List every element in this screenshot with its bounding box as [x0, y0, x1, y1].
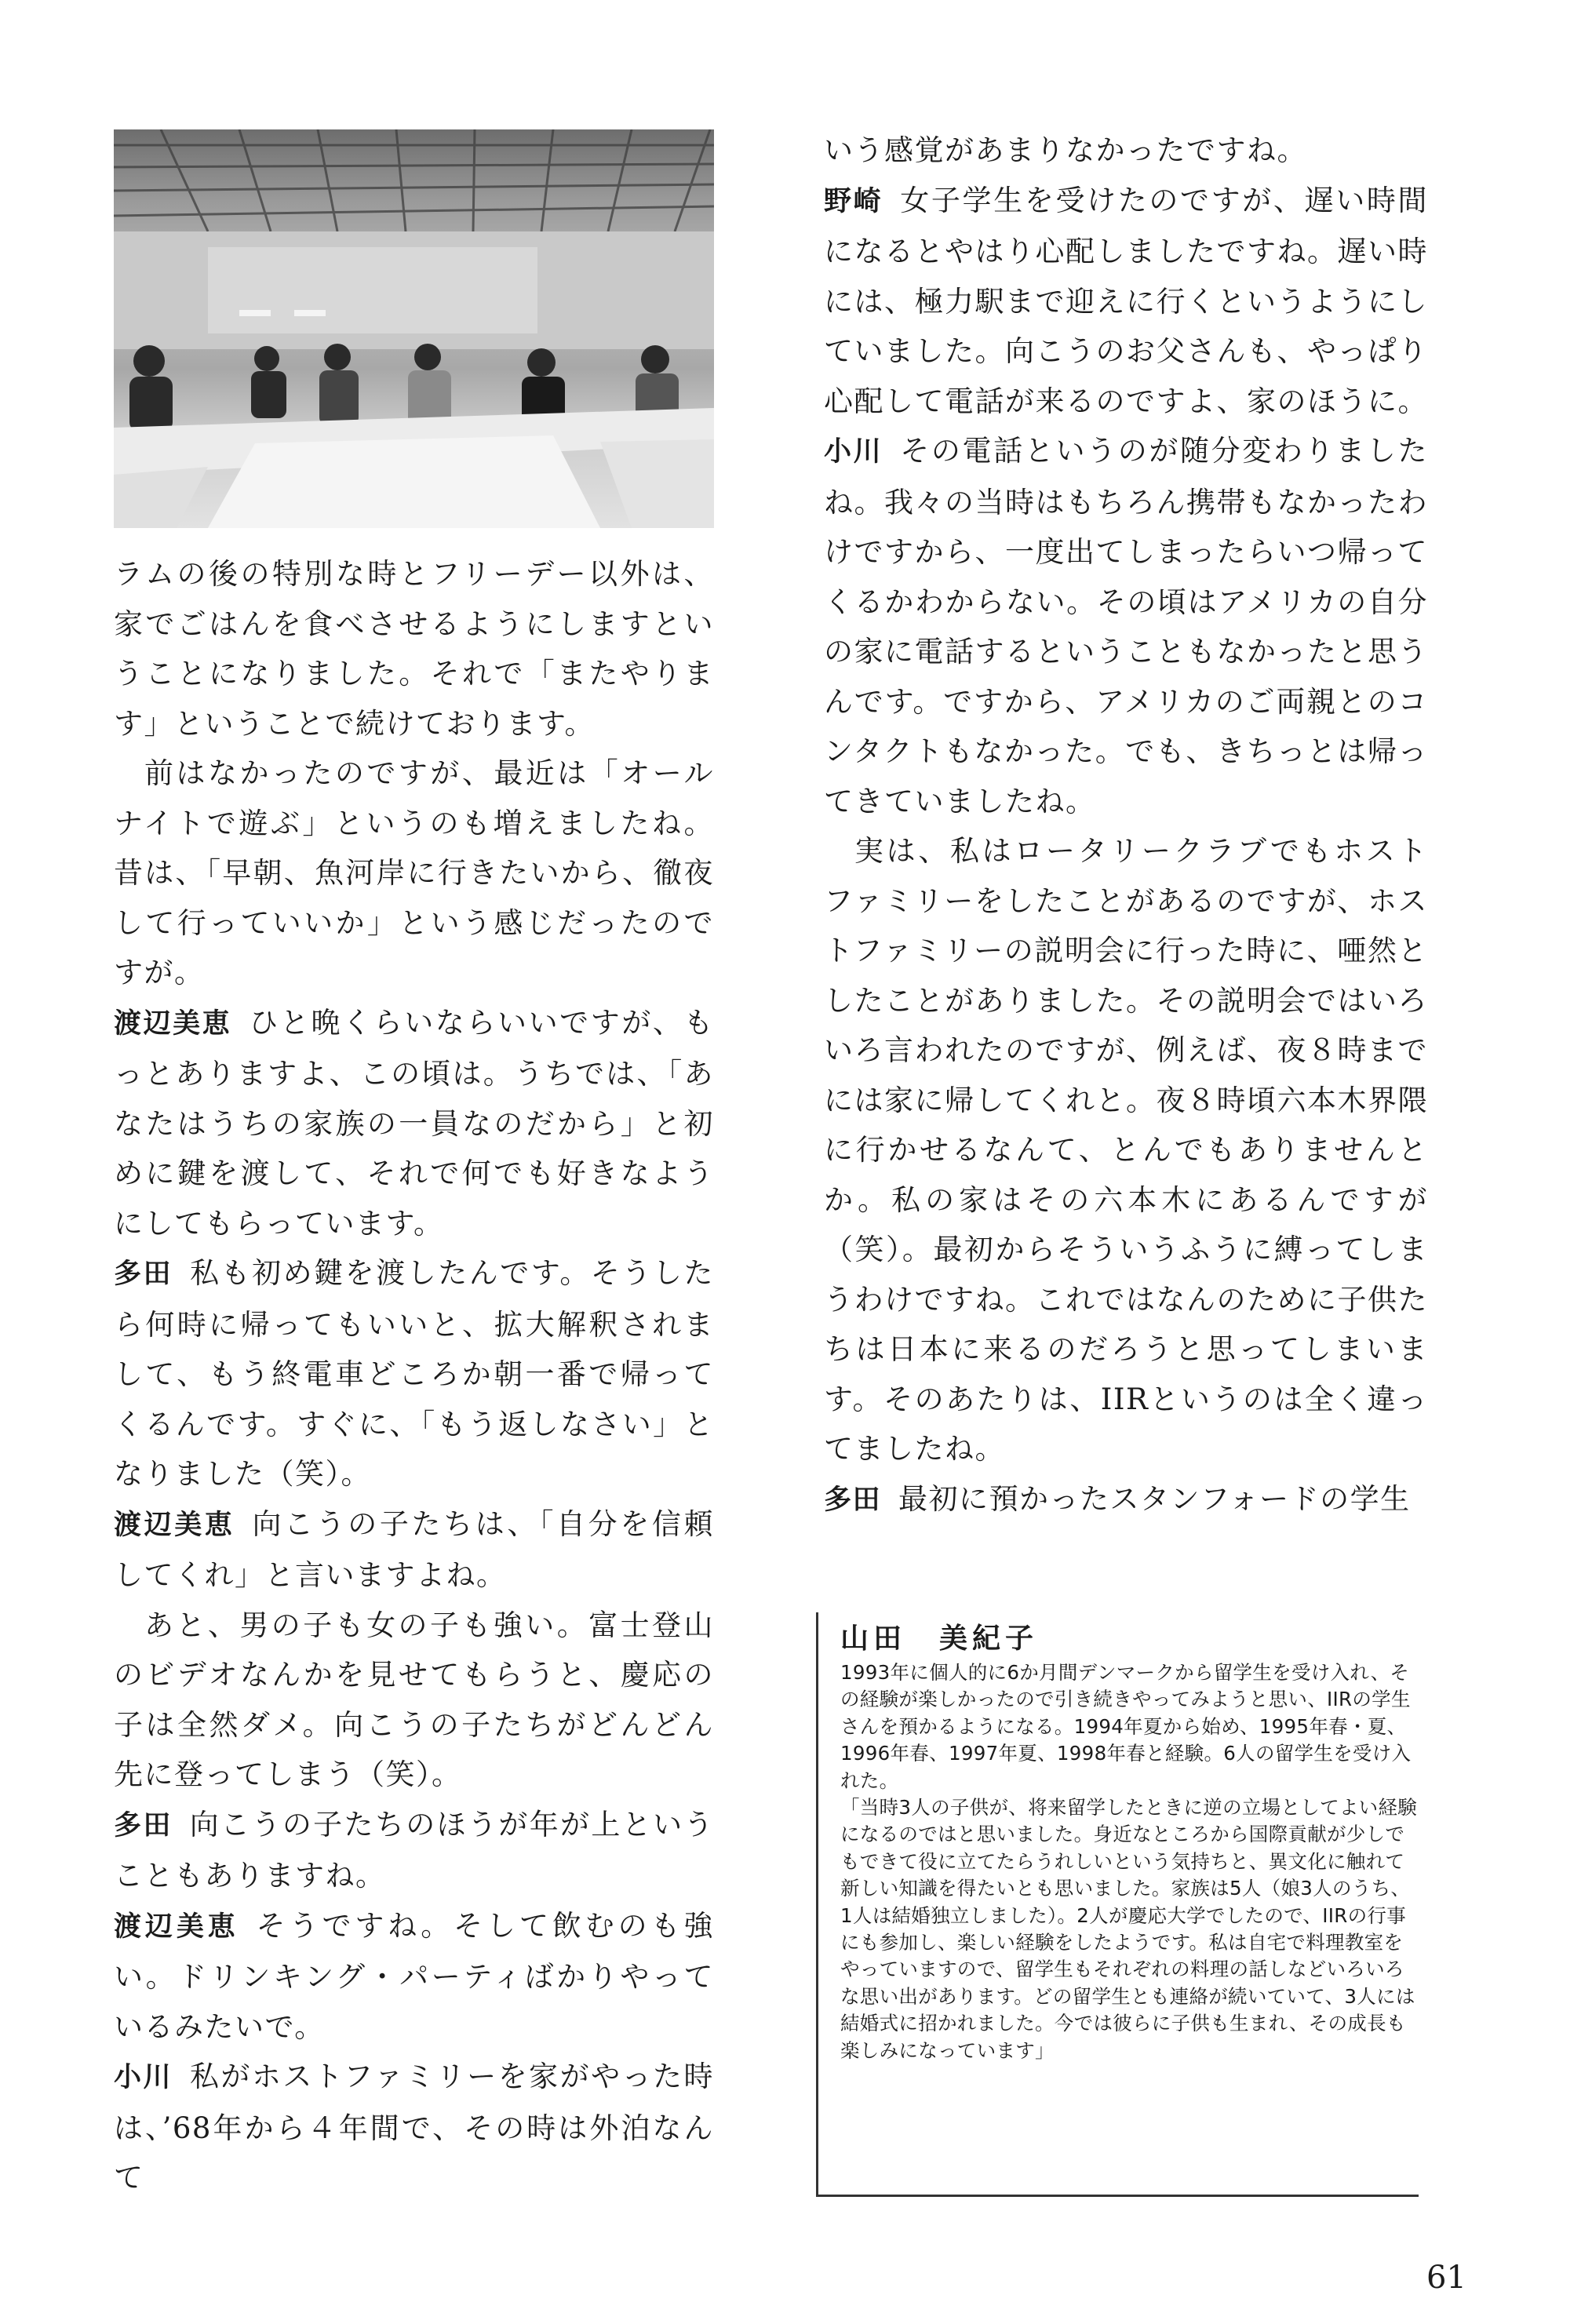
speech-text: その電話というのが随分変わりましたね。我々の当時はもちろん携帯もなかったわけですから、一度出てしまったらいつ帰ってくるかわからない。その頃はアメリカの自分の家に電話するということもなかったと思うんです。ですから、アメリカのご両親とのコンタクトもなかった。でも、きちっとは帰ってきていましたね。	[824, 434, 1428, 818]
profile-quote: 「当時3人の子供が、将来留学したときに逆の立場としてよい経験になるのではと思いました。身近なところから国際貢献が少しでもできて役に立てたらうれしいという気持ちと、異文化に触れて新しい知識を得たいとも思いました。家族は5人（娘3人のうち、1人は結婚独立しました）。2人が慶応大学でしたので、IIRの行事にも参加し、楽しい経験をしたようです。私は自宅で料理教室をやっていますので、留学生もそれぞれの料理の話しなどいろいろな思い出があります。どの留学生とも連絡が続いていて、3人には結婚式に招かれました。今では彼らに子供も生まれ、その成長も楽しみになっています」	[840, 1796, 1418, 2062]
speech-text: 最初に預かったスタンフォードの学生	[898, 1481, 1411, 1516]
paragraph: いう感覚があまりなかったですね。	[824, 133, 1307, 167]
speech-paragraph	[114, 1901, 714, 2053]
speaker-name: 小川	[114, 2062, 173, 2093]
speech-paragraph	[824, 426, 1428, 826]
right-text-column	[824, 126, 1428, 1525]
profile-box	[816, 1612, 1419, 2197]
paragraph: 前はなかったのですが、最近は「オールナイトで遊ぶ」というのも増えましたね。昔は、「早朝、魚河岸に行きたいから、徹夜して行っていいか」という感じだったのですが。	[114, 756, 714, 989]
speech-paragraph	[114, 1248, 714, 1499]
speech-text: 私も初め鍵を渡したんです。そうしたら何時に帰ってもいいと、拡大解釈されまして、もう終電車どころか朝一番で帰ってくるんです。すぐに、「もう返しなさい」となりました（笑）。	[114, 1256, 714, 1491]
speaker-name: 渡辺美恵	[114, 1509, 235, 1541]
speech-text: 向こうの子たちのほうが年が上ということもありますね。	[114, 1807, 714, 1892]
speech-paragraph	[114, 998, 714, 1249]
speaker-name: 渡辺美恵	[114, 1911, 239, 1943]
speech-paragraph	[824, 176, 1428, 427]
speech-paragraph	[114, 1800, 714, 1901]
speech-text: そうですね。そして飲むのも強い。ドリンキング・パーティばかりやっているみたいで。	[114, 1908, 714, 2044]
speech-text: ひと晩くらいならいいですが、もっとありますよ、この頃は。うちでは、「あなたはうちの家族の一員なのだから」と初めに鍵を渡して、それで何でも好きなようにしてもらっています。	[114, 1005, 714, 1240]
paragraph: あと、男の子も女の子も強い。富士登山のビデオなんかを見せてもらうと、慶応の子は全然ダメ。向こうの子たちがどんどん先に登ってしまう（笑）。	[114, 1608, 714, 1791]
paragraph: 実は、私はロータリークラブでもホストファミリーをしたことがあるのですが、ホストファミリーの説明会に行った時に、唖然としたことがありました。その説明会ではいろいろ言われたのですが、例えば、夜８時までには家に帰してくれと。夜８時頃六本木界隈に行かせるなんて、とんでもありませんとか。私の家はその六本木にあるんですが（笑）。最初からそういうふうに縛ってしまうわけですね。これではなんのために子供たちは日本に来るのだろうと思ってしまいます。そのあたりは、IIRというのは全く違ってましたね。	[824, 834, 1428, 1466]
speaker-name: 渡辺美恵	[114, 1007, 232, 1040]
speaker-name: 多田	[114, 1809, 173, 1841]
paragraph: ラムの後の特別な時とフリーデー以外は、家でごはんを食べさせるようにしますということになりました。それで「またやります」ということで続けております。	[114, 557, 714, 741]
speaker-name: 多田	[824, 1484, 882, 1516]
speech-paragraph	[114, 1499, 714, 1601]
speaker-name: 小川	[824, 436, 883, 468]
speaker-name: 多田	[114, 1259, 173, 1290]
speaker-name: 野崎	[824, 185, 883, 217]
speech-paragraph	[824, 1474, 1428, 1526]
speech-text: 向こうの子たちは、「自分を信頼してくれ」と言いますよね。	[114, 1506, 714, 1592]
meeting-photo-illustration	[114, 129, 714, 528]
meeting-photo	[114, 129, 714, 528]
profile-name: 山田 美紀子	[840, 1623, 1039, 1655]
page-number: 61	[1426, 2260, 1466, 2296]
profile-bio: 1993年に個人的に6か月間デンマークから留学生を受け入れ、その経験が楽しかったので引き続きやってみようと思い、IIRの学生さんを預かるようになる。1994年夏から始め、1995年春・夏、1996年春、1997年夏、1998年春と経験。6人の留学生を受け入れた。	[840, 1661, 1412, 1792]
speech-text: 女子学生を受けたのですが、遅い時間になるとやはり心配しましたですね。遅い時には、極力駅まで迎えに行くというようにしていました。向こうのお父さんも、やっぱり心配して電話が来るのですよ、家のほうに。	[824, 183, 1428, 418]
speech-text: 私がホストファミリーを家がやった時は、’68年から４年間で、その時は外泊なんて	[114, 2060, 714, 2195]
left-text-column	[114, 549, 714, 2203]
speech-paragraph	[114, 2052, 714, 2203]
